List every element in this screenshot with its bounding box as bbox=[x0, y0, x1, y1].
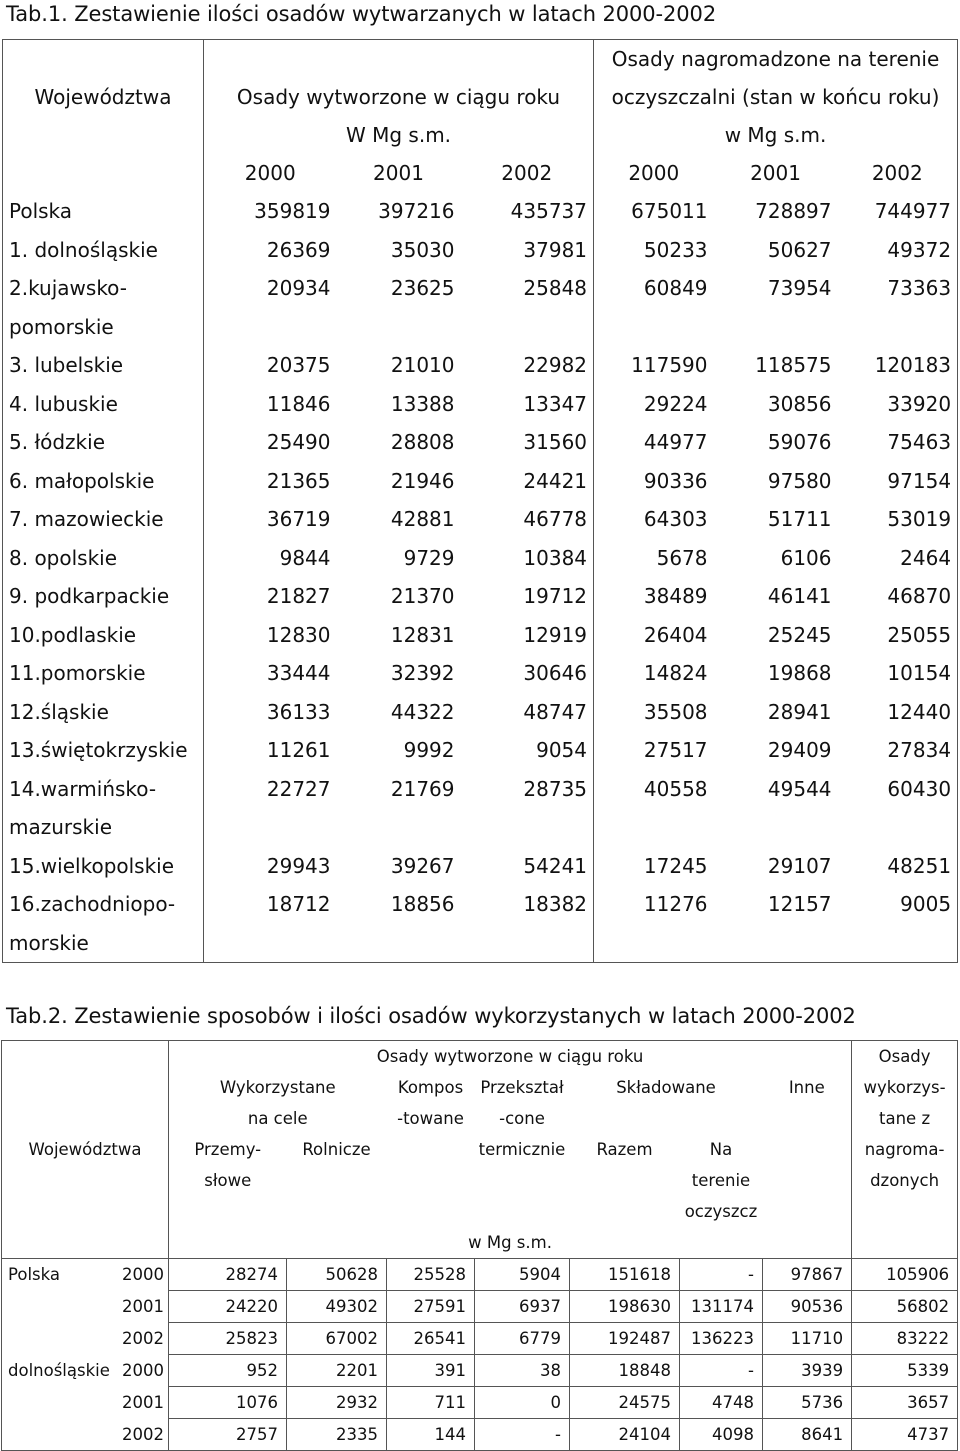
t1-cell: 36719 bbox=[204, 500, 337, 539]
t2-cell: 67002 bbox=[287, 1323, 387, 1355]
t1-cell: 21946 bbox=[390, 468, 455, 493]
t2-header-blank bbox=[2, 1072, 169, 1103]
t2-cell: 50628 bbox=[287, 1259, 387, 1291]
t1-region-name-line1: 15.wielkopolskie bbox=[9, 853, 175, 878]
t1-cell: 397216 bbox=[378, 199, 455, 223]
t2-cell: 83222 bbox=[852, 1323, 958, 1355]
t1-cell: 675011 bbox=[594, 192, 714, 231]
t1-cell: 29107 bbox=[767, 853, 832, 878]
t2-cell: 391 bbox=[387, 1355, 475, 1387]
t2-cell: 38 bbox=[475, 1355, 570, 1387]
t1-cell: 27834 bbox=[887, 738, 952, 762]
t2-header-blank bbox=[852, 1227, 958, 1259]
t1-cell: 50627 bbox=[767, 237, 832, 262]
t1-cell: 117590 bbox=[594, 346, 714, 385]
t1-header-blank bbox=[3, 116, 204, 154]
t2-cell: 6937 bbox=[475, 1291, 570, 1323]
t2-header-przek-2: -cone bbox=[499, 1109, 545, 1128]
t1-cell: 12830 bbox=[204, 616, 337, 655]
t1-region-name-line1: 12.śląskie bbox=[9, 699, 109, 724]
t1-cell: 30646 bbox=[523, 661, 588, 685]
t1-region-name bbox=[3, 654, 204, 693]
t1-cell: 48747 bbox=[523, 699, 588, 724]
t1-row bbox=[3, 231, 958, 270]
t1-cell: 33444 bbox=[204, 654, 337, 693]
t2-cell: 97867 bbox=[763, 1259, 852, 1291]
t1-group1-header-spacer bbox=[204, 40, 594, 79]
t1-region-name-line1: 6. małopolskie bbox=[9, 468, 155, 493]
t2-row bbox=[2, 1323, 958, 1355]
t1-row bbox=[3, 346, 958, 385]
t1-region-name-line1: 3. lubelskie bbox=[9, 353, 124, 377]
t1-region-name bbox=[3, 269, 204, 346]
t1-cell: 11276 bbox=[594, 885, 714, 963]
t1-cell: 25848 bbox=[523, 276, 588, 300]
t1-cell: 75463 bbox=[887, 430, 952, 454]
t2-header-blank bbox=[763, 1165, 852, 1196]
t2-cell: 151618 bbox=[570, 1259, 680, 1291]
t2-cell: 2201 bbox=[287, 1355, 387, 1387]
t1-region-name-line1: 11.pomorskie bbox=[9, 661, 146, 685]
t1-cell: 97154 bbox=[887, 468, 952, 493]
t1-cell: 9992 bbox=[403, 738, 455, 762]
t1-cell: 17245 bbox=[594, 847, 714, 886]
t1-cell: 25245 bbox=[767, 622, 832, 647]
t1-row bbox=[3, 693, 958, 732]
t1-cell: 12157 bbox=[767, 892, 832, 916]
t2-header-last-4: nagroma- bbox=[852, 1134, 958, 1165]
t1-header-spacer bbox=[3, 40, 204, 79]
t1-region-name-line1: 7. mazowieckie bbox=[9, 507, 164, 531]
t1-year-header: 2001 bbox=[373, 161, 424, 185]
t1-cell: 21827 bbox=[204, 577, 337, 616]
t1-year-header: 2002 bbox=[501, 161, 553, 185]
t2-cell: 3657 bbox=[852, 1387, 958, 1419]
table-1 bbox=[2, 39, 958, 963]
t1-row bbox=[3, 385, 958, 424]
t2-header-blank bbox=[2, 1227, 169, 1259]
t1-cell: 44322 bbox=[390, 699, 455, 724]
t2-header-inne: Inne bbox=[788, 1078, 825, 1097]
t2-cell: 105906 bbox=[852, 1259, 958, 1291]
t2-cell: - bbox=[680, 1355, 763, 1387]
t1-cell: 49372 bbox=[887, 237, 952, 262]
t1-group2-header-line2: oczyszczalni (stan w końcu roku) bbox=[594, 78, 958, 116]
t1-region-name bbox=[3, 231, 204, 270]
t1-cell: 46870 bbox=[887, 584, 952, 608]
t1-col-header-region: Województwa bbox=[34, 85, 172, 109]
t1-region-name bbox=[3, 616, 204, 655]
t2-header-blank bbox=[852, 1196, 958, 1227]
t1-cell: 73363 bbox=[887, 276, 952, 300]
t2-header-na-3: oczyszcz bbox=[684, 1202, 758, 1221]
t1-cell: 13388 bbox=[390, 391, 455, 416]
t1-cell: 22982 bbox=[523, 353, 588, 377]
t1-row bbox=[3, 192, 958, 231]
t1-cell: 18712 bbox=[204, 885, 337, 963]
t2-cell: 4098 bbox=[680, 1419, 763, 1451]
t2-header-blank bbox=[2, 1165, 169, 1196]
t2-cell: 24220 bbox=[169, 1291, 287, 1323]
t2-header-blank bbox=[763, 1196, 852, 1227]
t2-year: 2001 bbox=[122, 1392, 164, 1412]
t1-row bbox=[3, 731, 958, 770]
t1-year-header: 2002 bbox=[871, 161, 923, 185]
t1-cell: 9729 bbox=[403, 545, 455, 570]
t2-header-blank bbox=[2, 1041, 169, 1073]
t1-cell: 435737 bbox=[510, 199, 588, 223]
table-2-caption: Tab.2. Zestawienie sposobów i ilości osadów wykorzystanych w latach 2000-2002 bbox=[6, 1004, 856, 1028]
t1-header-blank bbox=[3, 154, 204, 192]
t1-year-header: 2000 bbox=[594, 154, 714, 192]
t1-year-header: 2000 bbox=[204, 154, 337, 192]
t2-header-komp-1: Kompos bbox=[397, 1078, 464, 1097]
t1-cell: 29943 bbox=[204, 847, 337, 886]
t1-year-header: 2001 bbox=[750, 161, 801, 185]
t2-year: 2000 bbox=[119, 1259, 169, 1291]
t1-cell: 40558 bbox=[594, 770, 714, 847]
t1-cell: 22727 bbox=[204, 770, 337, 847]
t2-cell: 2757 bbox=[169, 1419, 287, 1451]
t1-cell: 44977 bbox=[594, 423, 714, 462]
t2-row bbox=[2, 1419, 958, 1451]
t1-cell: 20934 bbox=[204, 269, 337, 346]
t2-row bbox=[2, 1355, 958, 1387]
t1-row bbox=[3, 885, 958, 963]
t1-region-name-line1: 10.podlaskie bbox=[9, 622, 137, 647]
t1-cell: 28941 bbox=[767, 699, 832, 724]
t1-cell: 50233 bbox=[594, 231, 714, 270]
t2-cell: 711 bbox=[387, 1387, 475, 1419]
t1-region-name bbox=[3, 346, 204, 385]
t1-row bbox=[3, 577, 958, 616]
t1-row bbox=[3, 462, 958, 501]
t2-header-na-1: Na bbox=[709, 1140, 733, 1159]
t1-region-name bbox=[3, 462, 204, 501]
t1-cell: 30856 bbox=[767, 391, 832, 416]
t2-cell: 6779 bbox=[475, 1323, 570, 1355]
t1-cell: 26404 bbox=[594, 616, 714, 655]
t1-cell: 23625 bbox=[390, 276, 455, 300]
t1-cell: 64303 bbox=[594, 500, 714, 539]
t2-header-razem: Razem bbox=[596, 1140, 653, 1159]
t1-cell: 728897 bbox=[755, 199, 832, 223]
t2-header-przem-2: słowe bbox=[169, 1165, 287, 1196]
t2-row bbox=[2, 1291, 958, 1323]
t2-header-blank bbox=[2, 1103, 169, 1134]
t1-cell: 19712 bbox=[523, 584, 588, 608]
t2-header-last-2: wykorzys- bbox=[852, 1072, 958, 1103]
t2-header-blank bbox=[570, 1103, 852, 1134]
t1-region-name-line1: 4. lubuskie bbox=[9, 391, 118, 416]
t1-cell: 12831 bbox=[390, 622, 455, 647]
t2-cell: 192487 bbox=[570, 1323, 680, 1355]
t2-year: 2001 bbox=[122, 1296, 164, 1316]
t1-group1-header-line1: Osady wytworzone w ciągu roku bbox=[204, 78, 594, 116]
t1-cell: 35508 bbox=[594, 693, 714, 732]
t2-col-header-region: Województwa bbox=[28, 1140, 142, 1159]
t1-row bbox=[3, 770, 958, 847]
t1-row bbox=[3, 654, 958, 693]
t2-year: 2002 bbox=[122, 1328, 164, 1348]
t1-cell: 46141 bbox=[767, 584, 832, 608]
t1-cell: 10154 bbox=[887, 661, 952, 685]
t1-cell: 29409 bbox=[767, 738, 832, 762]
t2-year: 2002 bbox=[122, 1424, 164, 1444]
t2-row bbox=[2, 1259, 958, 1291]
t2-cell: 952 bbox=[169, 1355, 287, 1387]
t2-header-na-2: terenie bbox=[691, 1171, 751, 1190]
t1-cell: 25055 bbox=[887, 622, 952, 647]
t1-group2-header-unit: w Mg s.m. bbox=[594, 116, 958, 154]
t1-row bbox=[3, 500, 958, 539]
t1-region-name bbox=[3, 847, 204, 886]
t2-header-przek-1: Przekształ bbox=[480, 1078, 564, 1097]
t1-cell: 5678 bbox=[594, 539, 714, 578]
t1-cell: 21370 bbox=[390, 584, 455, 608]
t2-cell: 25823 bbox=[169, 1323, 287, 1355]
t2-cell: 144 bbox=[387, 1419, 475, 1451]
t2-header-przek-3: termicznie bbox=[478, 1140, 566, 1159]
t1-cell: 20375 bbox=[204, 346, 337, 385]
t2-cell: 1076 bbox=[169, 1387, 287, 1419]
t1-row bbox=[3, 539, 958, 578]
t2-header-wyk-1: Wykorzystane bbox=[169, 1072, 387, 1103]
t1-region-name-line2: morskie bbox=[9, 930, 89, 955]
t1-region-name-line1: 16.zachodniopo- bbox=[9, 892, 176, 916]
t1-cell: 21010 bbox=[390, 353, 455, 377]
t1-region-name-line1: 9. podkarpackie bbox=[9, 584, 170, 608]
t2-cell: 24104 bbox=[570, 1419, 680, 1451]
table-1-caption: Tab.1. Zestawienie ilości osadów wytwarzanych w latach 2000-2002 bbox=[6, 2, 717, 26]
t1-cell: 18382 bbox=[523, 892, 588, 916]
t1-cell: 13347 bbox=[523, 391, 588, 416]
t1-cell: 90336 bbox=[594, 462, 714, 501]
t1-cell: 36133 bbox=[204, 693, 337, 732]
t1-cell: 51711 bbox=[767, 507, 832, 531]
t1-region-name bbox=[3, 693, 204, 732]
t1-cell: 28735 bbox=[523, 776, 588, 801]
t2-cell: 27591 bbox=[387, 1291, 475, 1323]
t2-cell: 3939 bbox=[763, 1355, 852, 1387]
t1-cell: 9844 bbox=[204, 539, 337, 578]
t2-cell: 18848 bbox=[570, 1355, 680, 1387]
t1-row bbox=[3, 269, 958, 346]
t1-region-name bbox=[3, 577, 204, 616]
t2-region-name bbox=[2, 1291, 119, 1323]
t1-cell: 12919 bbox=[523, 622, 588, 647]
t1-region-name bbox=[3, 423, 204, 462]
t2-cell: - bbox=[475, 1419, 570, 1451]
t1-cell: 18856 bbox=[390, 892, 455, 916]
t2-header-roln: Rolnicze bbox=[302, 1140, 371, 1159]
t2-cell: - bbox=[680, 1259, 763, 1291]
t2-cell: 5904 bbox=[475, 1259, 570, 1291]
t1-region-name-line1: 2.kujawsko- bbox=[9, 276, 128, 300]
t2-header-wyk-2: na cele bbox=[169, 1103, 387, 1134]
t2-cell: 5339 bbox=[852, 1355, 958, 1387]
t2-region-name: Polska bbox=[2, 1259, 119, 1291]
t1-cell: 21365 bbox=[204, 462, 337, 501]
t1-cell: 118575 bbox=[755, 353, 832, 377]
t1-cell: 10384 bbox=[523, 545, 588, 570]
t2-cell: 56802 bbox=[852, 1291, 958, 1323]
t1-cell: 60430 bbox=[887, 776, 952, 801]
t2-cell: 131174 bbox=[680, 1291, 763, 1323]
t2-cell: 24575 bbox=[570, 1387, 680, 1419]
t1-region-name bbox=[3, 770, 204, 847]
t1-group2-header-line1: Osady nagromadzone na terenie bbox=[594, 40, 958, 79]
t2-cell: 25528 bbox=[387, 1259, 475, 1291]
t1-cell: 42881 bbox=[390, 507, 455, 531]
t2-year: 2000 bbox=[122, 1360, 164, 1380]
t1-cell: 97580 bbox=[767, 468, 832, 493]
t1-cell: 53019 bbox=[887, 507, 952, 531]
t2-cell: 5736 bbox=[763, 1387, 852, 1419]
t2-cell: 4748 bbox=[680, 1387, 763, 1419]
t2-header-top: Osady wytworzone w ciągu roku bbox=[169, 1041, 852, 1073]
t1-cell: 60849 bbox=[594, 269, 714, 346]
t1-group1-header-unit: W Mg s.m. bbox=[204, 116, 594, 154]
t1-cell: 33920 bbox=[887, 391, 952, 416]
t2-cell: 4737 bbox=[852, 1419, 958, 1451]
t1-cell: 26369 bbox=[204, 231, 337, 270]
t1-region-name-line1: 1. dolnośląskie bbox=[9, 237, 158, 262]
t1-row bbox=[3, 847, 958, 886]
t2-cell: 26541 bbox=[387, 1323, 475, 1355]
t2-cell: 90536 bbox=[763, 1291, 852, 1323]
t2-header-blank bbox=[763, 1134, 852, 1165]
t2-cell: 2335 bbox=[287, 1419, 387, 1451]
t1-cell: 19868 bbox=[767, 661, 832, 685]
t1-cell: 6106 bbox=[780, 545, 832, 570]
t1-cell: 2464 bbox=[900, 545, 952, 570]
t1-region-name bbox=[3, 885, 204, 963]
t1-cell: 38489 bbox=[594, 577, 714, 616]
t2-header-last-3: tane z bbox=[852, 1103, 958, 1134]
t1-region-name bbox=[3, 539, 204, 578]
t1-cell: 32392 bbox=[390, 661, 455, 685]
t2-region-name bbox=[2, 1387, 119, 1419]
t2-cell: 8641 bbox=[763, 1419, 852, 1451]
t2-cell: 136223 bbox=[680, 1323, 763, 1355]
t2-header-komp-2: -towane bbox=[397, 1109, 464, 1128]
t2-header-blank bbox=[2, 1196, 169, 1227]
t1-cell: 24421 bbox=[523, 468, 588, 493]
t2-region-name bbox=[2, 1419, 119, 1451]
t2-header-blank bbox=[287, 1165, 680, 1196]
t2-cell: 198630 bbox=[570, 1291, 680, 1323]
t1-cell: 12440 bbox=[887, 699, 952, 724]
t1-cell: 54241 bbox=[523, 853, 588, 878]
t2-region-name: dolnośląskie bbox=[8, 1360, 110, 1380]
t1-cell: 29224 bbox=[594, 385, 714, 424]
t1-cell: 39267 bbox=[390, 853, 455, 878]
table-2 bbox=[1, 1040, 958, 1451]
t1-region-name-line1: 14.warmińsko- bbox=[9, 776, 157, 801]
t1-region-name bbox=[3, 731, 204, 770]
t2-cell: 11710 bbox=[763, 1323, 852, 1355]
t2-cell: 0 bbox=[475, 1387, 570, 1419]
t1-cell: 59076 bbox=[767, 430, 832, 454]
t1-cell: 14824 bbox=[594, 654, 714, 693]
t1-region-name bbox=[3, 192, 204, 231]
t1-cell: 9054 bbox=[536, 738, 588, 762]
t1-cell: 11846 bbox=[204, 385, 337, 424]
t2-cell: 2932 bbox=[287, 1387, 387, 1419]
t2-region-name bbox=[2, 1323, 119, 1355]
t1-region-name bbox=[3, 385, 204, 424]
t2-header-skl: Składowane bbox=[616, 1078, 716, 1097]
t1-region-name bbox=[3, 500, 204, 539]
t2-header-last-5: dzonych bbox=[852, 1165, 958, 1196]
t1-cell: 48251 bbox=[887, 853, 952, 878]
t1-cell: 359819 bbox=[204, 192, 337, 231]
t1-row bbox=[3, 616, 958, 655]
t2-header-last-1: Osady bbox=[852, 1041, 958, 1073]
t2-cell: 28274 bbox=[169, 1259, 287, 1291]
t1-cell: 31560 bbox=[523, 430, 588, 454]
t1-cell: 27517 bbox=[594, 731, 714, 770]
t1-region-name-line1: 13.świętokrzyskie bbox=[9, 738, 188, 762]
t1-cell: 25490 bbox=[204, 423, 337, 462]
t2-header-blank bbox=[169, 1196, 680, 1227]
t2-header-przem-1: Przemy- bbox=[169, 1134, 287, 1165]
t1-cell: 73954 bbox=[767, 276, 832, 300]
t1-cell: 11261 bbox=[204, 731, 337, 770]
t1-cell: 120183 bbox=[874, 353, 952, 377]
t1-cell: 49544 bbox=[767, 776, 832, 801]
t1-region-name-line1: 8. opolskie bbox=[9, 545, 118, 570]
t1-cell: 744977 bbox=[874, 199, 952, 223]
t1-region-name-line2: pomorskie bbox=[9, 314, 114, 339]
t1-region-name-line2: mazurskie bbox=[9, 815, 112, 839]
t1-cell: 28808 bbox=[390, 430, 455, 454]
t2-header-unit: w Mg s.m. bbox=[169, 1227, 852, 1259]
t2-row bbox=[2, 1387, 958, 1419]
t1-cell: 35030 bbox=[390, 237, 455, 262]
t2-cell: 49302 bbox=[287, 1291, 387, 1323]
t1-cell: 9005 bbox=[900, 892, 952, 916]
t1-region-name-line1: 5. łódzkie bbox=[9, 430, 105, 454]
t1-row bbox=[3, 423, 958, 462]
t1-region-name-line1: Polska bbox=[9, 199, 73, 223]
t1-cell: 46778 bbox=[523, 507, 588, 531]
t2-header-blank bbox=[387, 1134, 475, 1165]
t1-cell: 21769 bbox=[390, 776, 455, 801]
t1-cell: 37981 bbox=[523, 237, 588, 262]
